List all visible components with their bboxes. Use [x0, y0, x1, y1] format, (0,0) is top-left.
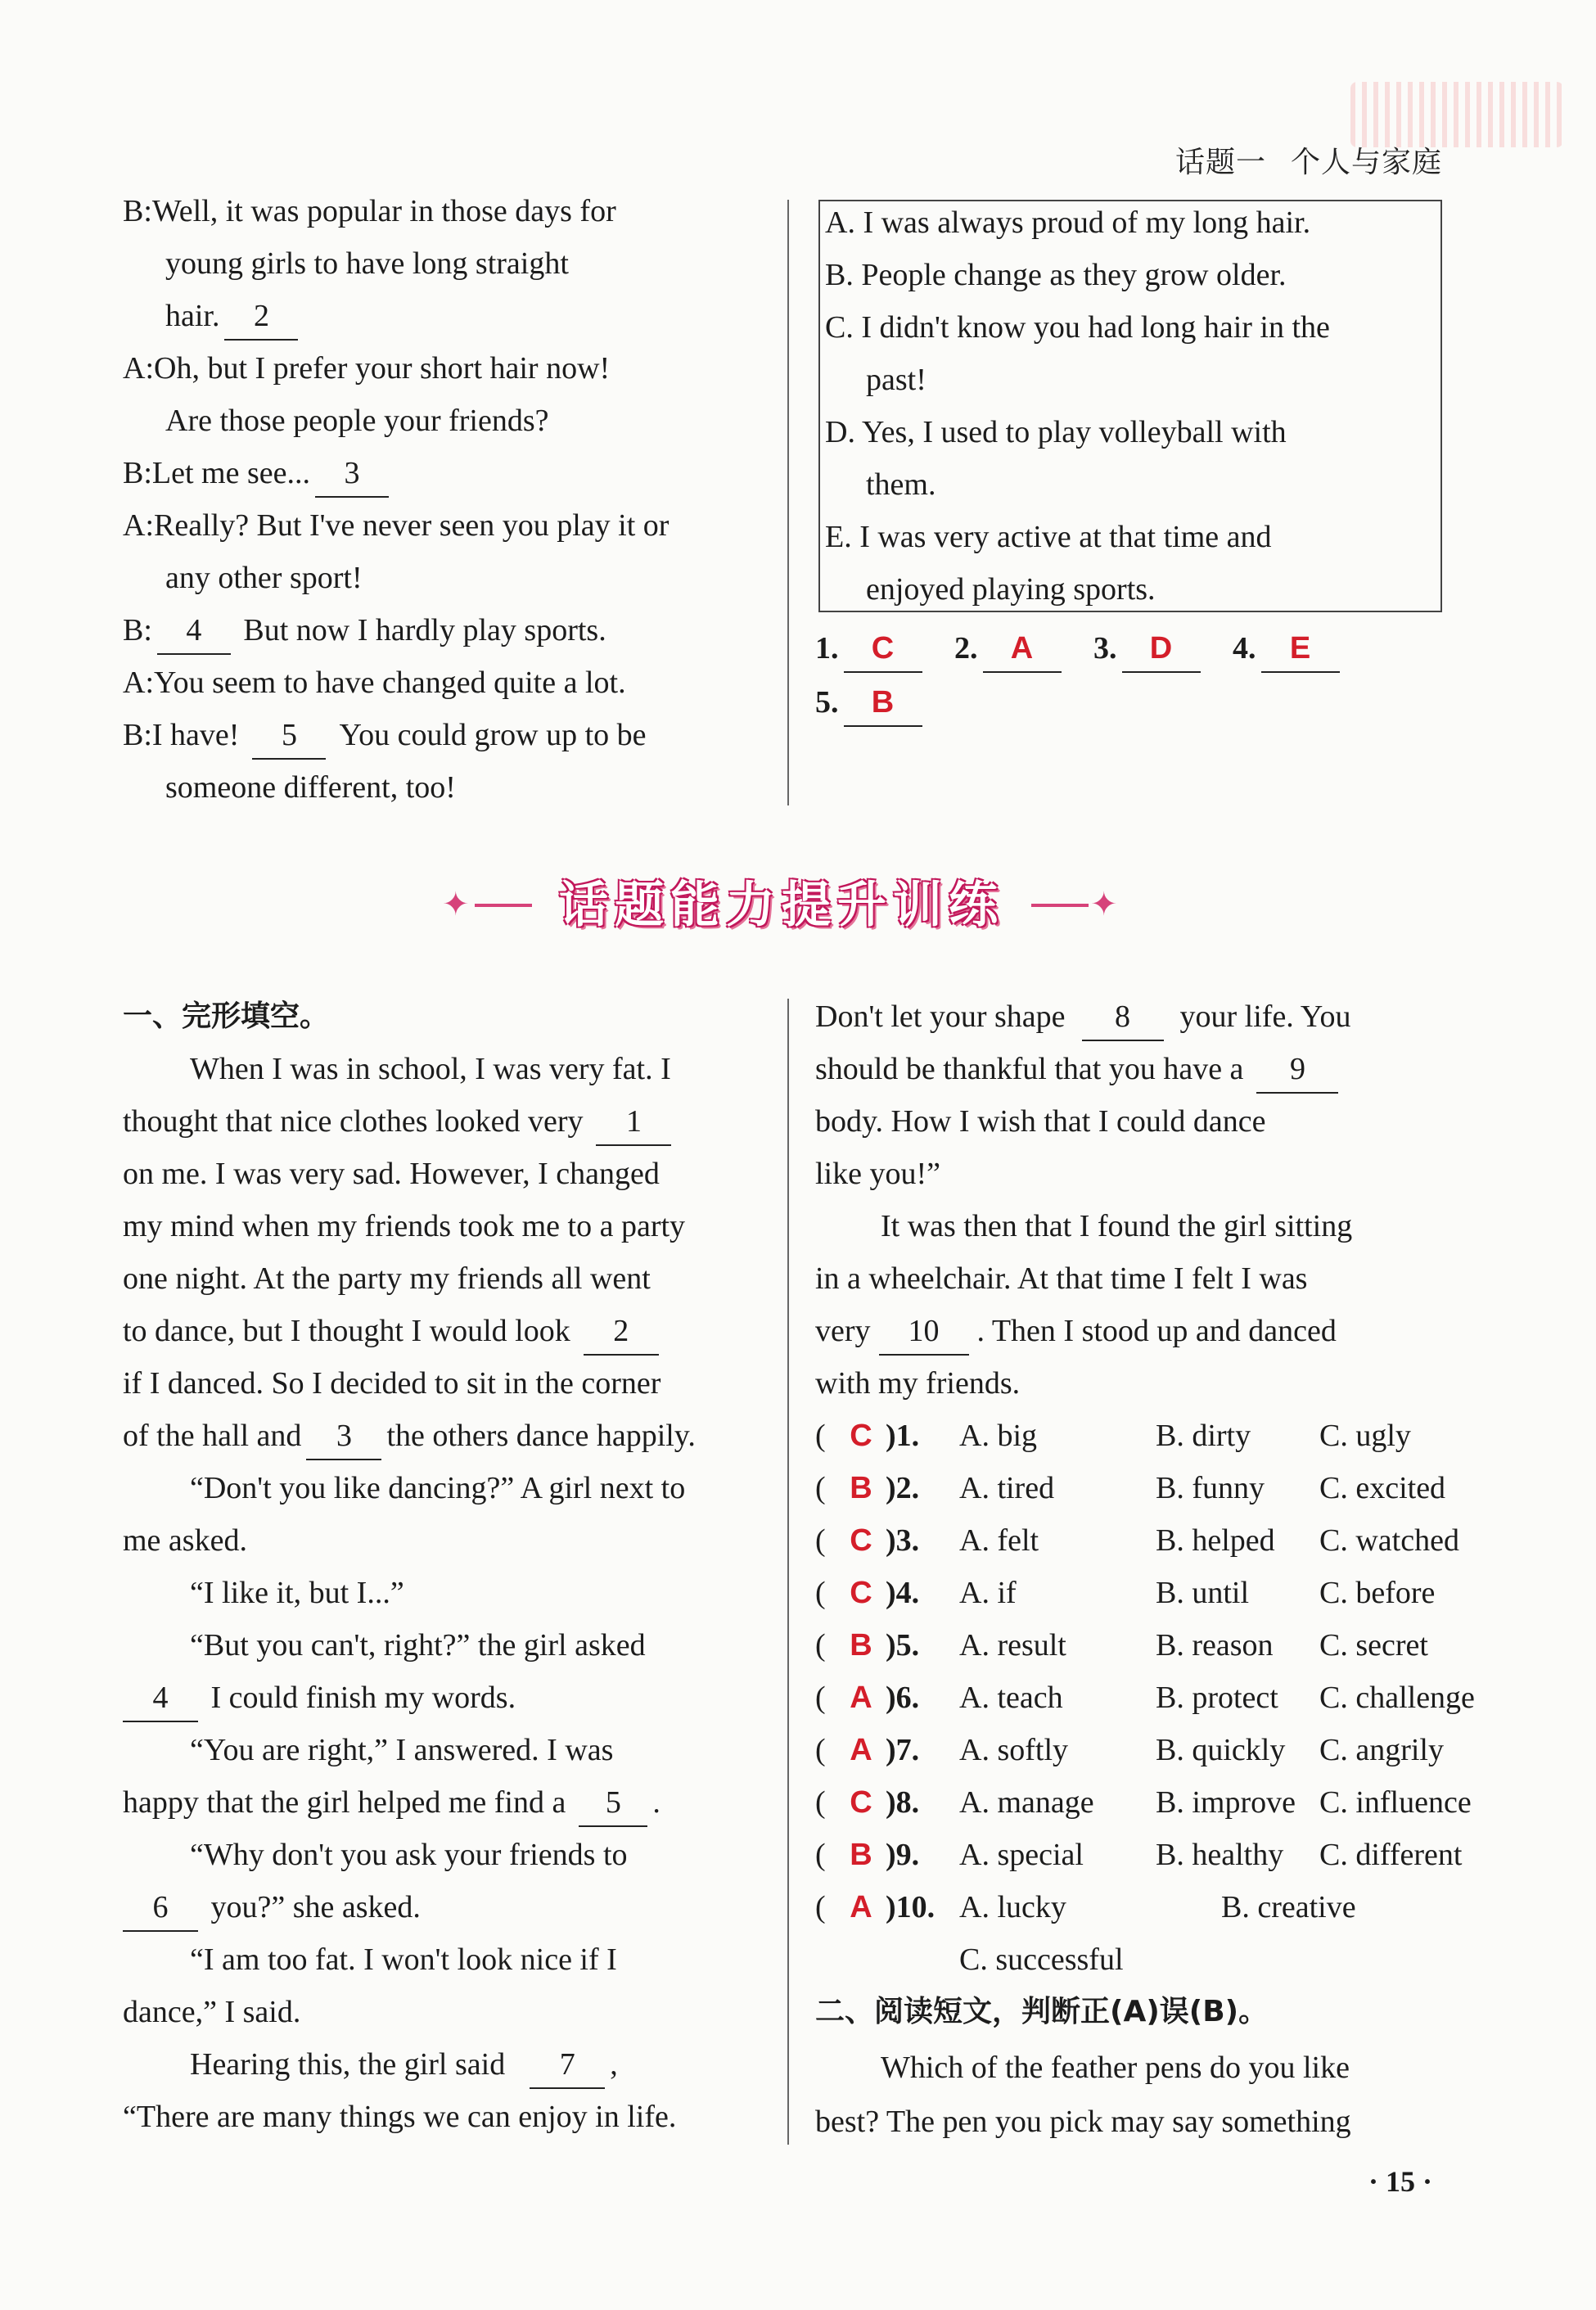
- answer-3[interactable]: D: [1122, 625, 1201, 673]
- choice-c[interactable]: C. influence: [1319, 1785, 1472, 1820]
- choice-b[interactable]: B. dirty: [1156, 1419, 1251, 1453]
- passage-line: in a wheelchair. At that time I felt I was: [815, 1261, 1308, 1296]
- choice-row: [815, 1881, 1385, 1933]
- passage-line: “You are right,” I answered. I was: [190, 1733, 614, 1767]
- choice-row: [815, 1462, 1445, 1514]
- choice-row: [815, 1672, 1475, 1724]
- choice-a[interactable]: A. result: [959, 1628, 1066, 1663]
- choice-number: )1.: [886, 1419, 920, 1453]
- passage-line: like you!”: [815, 1157, 941, 1191]
- choice-row: [815, 1410, 1411, 1462]
- option-e: E. I was very active at that time and: [825, 520, 1272, 554]
- choice-b[interactable]: B. creative: [1221, 1890, 1356, 1924]
- choice-a[interactable]: A. felt: [959, 1523, 1039, 1558]
- blank-p9[interactable]: 9: [1256, 1046, 1338, 1094]
- passage-line: to dance, but I thought I would look 2: [123, 1305, 753, 1357]
- choice-answer[interactable]: A: [850, 1733, 872, 1767]
- page-number: · 15 ·: [1368, 2165, 1432, 2198]
- open-paren: (: [815, 1681, 826, 1715]
- passage-line: my mind when my friends took me to a party: [123, 1209, 686, 1243]
- passage-line: should be thankful that you have a 9: [815, 1043, 1343, 1095]
- open-paren: (: [815, 1785, 826, 1820]
- choice-a[interactable]: A. lucky: [959, 1890, 1066, 1924]
- choice-a[interactable]: A. manage: [959, 1785, 1094, 1820]
- answer-row: 1. C 2. A 3. D 4. E: [815, 622, 1345, 675]
- choice-a[interactable]: A. if: [959, 1576, 1017, 1610]
- banner-line: [1031, 904, 1089, 907]
- option-a: A. I was always proud of my long hair.: [825, 205, 1311, 240]
- choice-number: )2.: [886, 1471, 920, 1505]
- passage-line: me asked.: [123, 1523, 247, 1558]
- option-d: D. Yes, I used to play volleyball with: [825, 415, 1287, 449]
- passage-line: “I am too fat. I won't look nice if I: [190, 1942, 617, 1977]
- answer-2[interactable]: A: [983, 625, 1062, 673]
- choice-a[interactable]: A. teach: [959, 1681, 1063, 1715]
- choice-answer[interactable]: C: [850, 1785, 872, 1820]
- dialogue-line: B:Well, it was popular in those days for: [123, 194, 616, 228]
- star-icon: ✦: [1090, 886, 1118, 923]
- blank-p8[interactable]: 8: [1082, 994, 1164, 1041]
- open-paren: (: [815, 1523, 826, 1558]
- choice-b[interactable]: B. quickly: [1156, 1733, 1286, 1767]
- dialogue-line: B: 4 But now I hardly play sports.: [123, 604, 606, 656]
- blank-2[interactable]: 2: [224, 293, 298, 341]
- open-paren: (: [815, 1628, 826, 1663]
- choice-answer[interactable]: B: [850, 1628, 872, 1663]
- section-1-title: 一、完形填空。: [123, 999, 330, 1033]
- dialogue-line: someone different, too!: [165, 770, 456, 805]
- option-e-cont: enjoyed playing sports.: [866, 572, 1156, 607]
- passage-line: one night. At the party my friends all went: [123, 1261, 651, 1296]
- section-2-title: 二、阅读短文，判断正(A)误(B)。: [815, 1995, 1269, 2028]
- blank-5[interactable]: 5: [252, 712, 326, 760]
- choice-b[interactable]: B. helped: [1156, 1523, 1275, 1558]
- choice-c[interactable]: C. challenge: [1319, 1681, 1475, 1715]
- blank-p10[interactable]: 10: [879, 1308, 969, 1356]
- choice-number: )9.: [886, 1838, 920, 1872]
- choice-b[interactable]: B. improve: [1156, 1785, 1296, 1820]
- passage-line: thought that nice clothes looked very 1: [123, 1095, 753, 1148]
- choice-c[interactable]: C. secret: [1319, 1628, 1428, 1663]
- dialogue-line: A:Oh, but I prefer your short hair now!: [123, 351, 611, 386]
- open-paren: (: [815, 1838, 826, 1872]
- choice-answer[interactable]: C: [850, 1419, 872, 1453]
- blank-p1[interactable]: 1: [596, 1099, 671, 1146]
- dialogue-line: young girls to have long straight: [165, 246, 569, 281]
- choice-number: )8.: [886, 1785, 920, 1820]
- choice-b[interactable]: B. healthy: [1156, 1838, 1284, 1872]
- dialogue-line: B:I have! 5 You could grow up to be: [123, 709, 753, 761]
- answer-5[interactable]: B: [844, 679, 922, 727]
- passage-line: It was then that I found the girl sitting: [881, 1209, 1353, 1243]
- choice-answer[interactable]: A: [850, 1681, 872, 1715]
- passage-line: of the hall and 3 the others dance happily.: [123, 1410, 696, 1462]
- choice-row: [815, 1514, 1459, 1567]
- choice-c[interactable]: C. excited: [1319, 1471, 1446, 1505]
- blank-p6[interactable]: 6: [123, 1884, 198, 1932]
- choice-c[interactable]: C. before: [1319, 1576, 1436, 1610]
- choice-b[interactable]: B. reason: [1156, 1628, 1274, 1663]
- blank-p3[interactable]: 3: [306, 1413, 381, 1460]
- banner-line: [475, 904, 532, 907]
- choice-number: )7.: [886, 1733, 920, 1767]
- passage-line: if I danced. So I decided to sit in the corner: [123, 1366, 661, 1401]
- reading-line: Which of the feather pens do you like: [881, 2051, 1350, 2085]
- passage-line: When I was in school, I was very fat. I: [190, 1052, 671, 1086]
- choice-answer[interactable]: C: [850, 1576, 872, 1610]
- page-header: [1151, 139, 1442, 181]
- passage-line: dance,” I said.: [123, 1995, 301, 2029]
- dialogue-line: A:Really? But I've never seen you play it or: [123, 508, 670, 543]
- header-topic: 话题一: [1174, 146, 1266, 179]
- option-c: C. I didn't know you had long hair in the: [825, 310, 1330, 345]
- choice-b[interactable]: B. until: [1156, 1576, 1250, 1610]
- section-banner: [442, 866, 1121, 945]
- passage-line: “There are many things we can enjoy in life.: [123, 2100, 677, 2134]
- choice-row: [815, 1829, 1462, 1881]
- passage-line: on me. I was very sad. However, I changed: [123, 1157, 660, 1191]
- passage-line: Hearing this, the girl said 7 ,: [190, 2038, 753, 2091]
- choice-number: )3.: [886, 1523, 920, 1558]
- reading-line: best? The pen you pick may say something: [815, 2105, 1351, 2139]
- dialogue-line: A:You seem to have changed quite a lot.: [123, 665, 626, 700]
- dialogue-line: B:Let me see... 3: [123, 447, 394, 499]
- dialogue-line: hair. 2: [165, 290, 303, 342]
- passage-line: “I like it, but I...”: [190, 1576, 404, 1610]
- choice-c[interactable]: C. ugly: [1319, 1419, 1411, 1453]
- choice-answer[interactable]: B: [850, 1838, 872, 1872]
- choice-c[interactable]: C. different: [1319, 1838, 1463, 1872]
- open-paren: (: [815, 1576, 826, 1610]
- choice-row: [815, 1619, 1428, 1672]
- passage-line: 4 I could finish my words.: [123, 1672, 516, 1724]
- column-divider: [787, 200, 789, 805]
- passage-line: with my friends.: [815, 1366, 1021, 1401]
- option-c-cont: past!: [866, 363, 926, 397]
- blank-p2[interactable]: 2: [584, 1308, 659, 1356]
- open-paren: (: [815, 1733, 826, 1767]
- choice-a[interactable]: A. softly: [959, 1733, 1068, 1767]
- dialogue-line: Are those people your friends?: [165, 404, 549, 438]
- passage-line: Don't let your shape 8 your life. You: [815, 990, 1439, 1043]
- passage-line: very 10 . Then I stood up and danced: [815, 1305, 1337, 1357]
- choice-a[interactable]: A. tired: [959, 1471, 1055, 1505]
- choice-answer[interactable]: A: [850, 1890, 872, 1924]
- answer-1[interactable]: C: [844, 625, 922, 673]
- column-divider: [787, 999, 789, 2145]
- choice-number: )5.: [886, 1628, 920, 1663]
- open-paren: (: [815, 1419, 826, 1453]
- header-title: 个人与家庭: [1290, 146, 1442, 179]
- blank-3[interactable]: 3: [315, 450, 389, 498]
- choice-number: )4.: [886, 1576, 920, 1610]
- choice-a[interactable]: A. special: [959, 1838, 1084, 1872]
- passage-line: happy that the girl helped me find a 5 .: [123, 1776, 660, 1829]
- blank-p5[interactable]: 5: [579, 1780, 647, 1827]
- blank-4[interactable]: 4: [157, 607, 231, 655]
- choice-b[interactable]: B. funny: [1156, 1471, 1265, 1505]
- stamp-mark: [1350, 82, 1563, 147]
- choice-number: )10.: [886, 1890, 936, 1924]
- choice-answer[interactable]: B: [850, 1471, 872, 1505]
- passage-line: “Why don't you ask your friends to: [190, 1838, 628, 1872]
- blank-p7[interactable]: 7: [530, 2042, 605, 2089]
- choice-row: [815, 1567, 1435, 1619]
- choice-answer[interactable]: C: [850, 1523, 872, 1558]
- blank-p4[interactable]: 4: [123, 1675, 198, 1722]
- dialogue-line: any other sport!: [165, 561, 363, 595]
- choice-a[interactable]: A. big: [959, 1419, 1037, 1453]
- passage-line: body. How I wish that I could dance: [815, 1104, 1266, 1139]
- choice-10-c: C. successful: [959, 1942, 1124, 1977]
- choice-row: [815, 1776, 1472, 1829]
- answer-row: 5. B: [815, 676, 927, 729]
- star-icon: ✦: [442, 886, 470, 923]
- passage-line: 6 you?” she asked.: [123, 1881, 421, 1933]
- passage-line: “But you can't, right?” the girl asked: [190, 1628, 646, 1663]
- option-b: B. People change as they grow older.: [825, 258, 1287, 292]
- option-d-cont: them.: [866, 467, 936, 502]
- open-paren: (: [815, 1471, 826, 1505]
- choice-c[interactable]: C. angrily: [1319, 1733, 1444, 1767]
- answer-4[interactable]: E: [1261, 625, 1340, 673]
- banner-title: 话题能力提升训练: [559, 877, 1004, 934]
- choice-b[interactable]: B. protect: [1156, 1681, 1278, 1715]
- choice-number: )6.: [886, 1681, 920, 1715]
- choice-c[interactable]: C. watched: [1319, 1523, 1459, 1558]
- passage-line: “Don't you like dancing?” A girl next to: [190, 1471, 686, 1505]
- open-paren: (: [815, 1890, 826, 1924]
- choice-row: [815, 1724, 1444, 1776]
